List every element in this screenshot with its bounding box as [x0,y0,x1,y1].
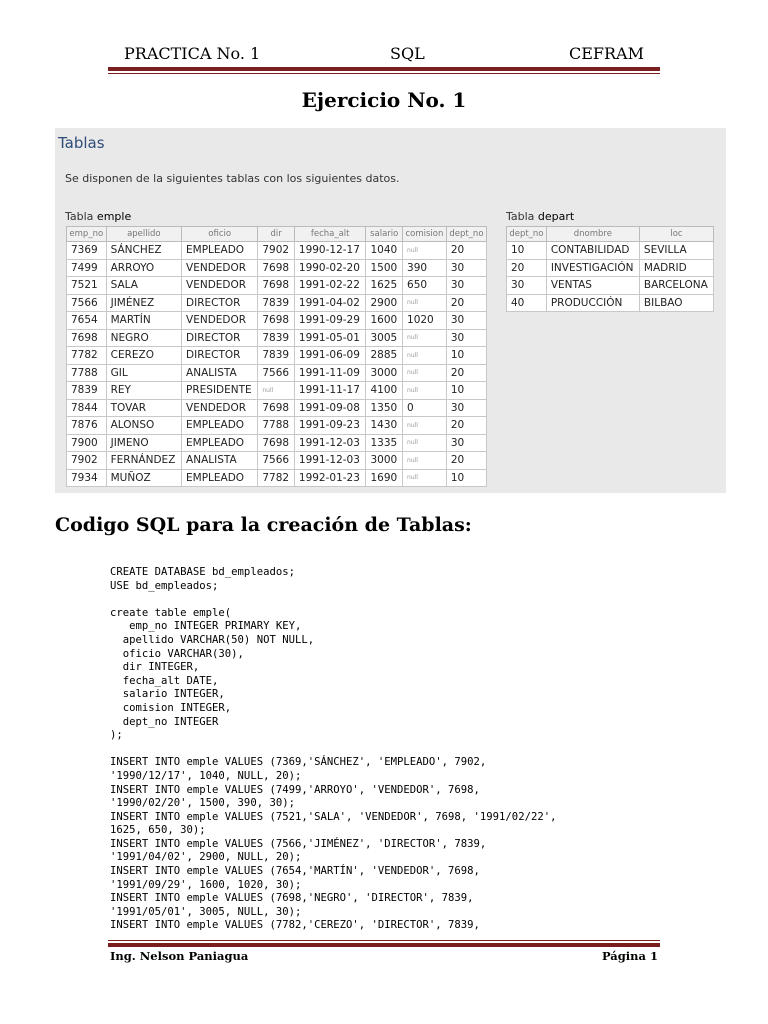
footer-page-number: Página 1 [601,949,658,963]
emple-cell: 1991-04-02 [294,294,366,312]
emple-cell: 0 [403,399,447,417]
emple-cell: 1991-05-01 [294,329,366,347]
emple-cell: 7902 [258,242,295,260]
emple-table-label [65,210,131,223]
emple-cell: DIRECTOR [182,329,258,347]
emple-cell: 4100 [366,382,403,400]
emple-cell: NEGRO [106,329,181,347]
emple-cell: CEREZO [106,347,181,365]
emple-cell: null [403,434,447,452]
depart-table [506,226,714,312]
emple-cell: REY [106,382,181,400]
emple-cell: EMPLEADO [182,434,258,452]
emple-cell: 7782 [258,469,295,487]
emple-column-header: fecha_alt [294,227,366,242]
emple-cell: 1990-02-20 [294,259,366,277]
depart-cell: BILBAO [639,294,713,312]
emple-cell: 10 [446,382,486,400]
header-practice-label: PRACTICA No. 1 [124,44,261,63]
emple-table-row [67,399,487,417]
emple-cell: 7902 [67,452,107,470]
emple-cell: 7698 [258,312,295,330]
emple-cell: 7698 [67,329,107,347]
depart-cell: SEVILLA [639,242,713,260]
emple-cell: GIL [106,364,181,382]
emple-cell: 30 [446,259,486,277]
emple-cell: 7698 [258,434,295,452]
emple-cell: 1335 [366,434,403,452]
emple-cell: 7900 [67,434,107,452]
depart-cell: 40 [507,294,547,312]
emple-cell: 20 [446,294,486,312]
emple-column-header: comision [403,227,447,242]
header-rule-thick [108,67,660,71]
emple-cell: 1625 [366,277,403,295]
emple-cell: 1991-11-17 [294,382,366,400]
emple-cell: 650 [403,277,447,295]
emple-cell: EMPLEADO [182,242,258,260]
emple-cell: 20 [446,364,486,382]
emple-cell: 7566 [258,452,295,470]
emple-cell: 1040 [366,242,403,260]
emple-cell: DIRECTOR [182,294,258,312]
emple-cell: 3000 [366,364,403,382]
emple-cell: 7839 [258,294,295,312]
emple-cell: 7876 [67,417,107,435]
emple-header-row [67,227,487,242]
depart-table-label [506,210,574,223]
footer-author: Ing. Nelson Paniagua [110,949,249,963]
emple-cell: 20 [446,417,486,435]
emple-cell: 1991-09-23 [294,417,366,435]
emple-column-header: salario [366,227,403,242]
emple-cell: EMPLEADO [182,417,258,435]
emple-cell: 1500 [366,259,403,277]
emple-cell: 2900 [366,294,403,312]
emple-cell: SÁNCHEZ [106,242,181,260]
footer-rule-thick [108,943,660,947]
emple-cell: 2885 [366,347,403,365]
emple-cell: ARROYO [106,259,181,277]
emple-cell: JIMÉNEZ [106,294,181,312]
depart-label-prefix: Tabla [506,210,538,223]
depart-table-row [507,277,714,295]
depart-table-row [507,294,714,312]
emple-cell: null [403,329,447,347]
emple-cell: 7782 [67,347,107,365]
emple-cell: SALA [106,277,181,295]
depart-label-name: depart [537,210,575,223]
depart-cell: PRODUCCIÓN [546,294,639,312]
depart-cell: INVESTIGACIÓN [546,259,639,277]
sql-heading: Codigo SQL para la creación de Tablas: [55,514,472,536]
sql-code-block: CREATE DATABASE bd_empleados; USE bd_empleados; create table emple( emp_no INTEGER PRIMARY KEY, apellido VARCHAR(50) NOT NULL, oficio VARCHAR(30), dir INTEGER, fecha_alt DATE, salario INTEGER, comision INTEGER, dept_no INTEGER ); INSERT INTO emple VALUES (7369,'SÁNCHEZ', 'EMPLEADO', 7902, '1990/12/17', 1040, NULL, 20); INSERT INTO emple VALUES (7499,'ARROYO', 'VENDEDOR', 7698, '1990/02/20', 1500, 390, 30); INSERT INTO emple VALUES (7521,'SALA', 'VENDEDOR', 7698, '1991/02/22', 1625, 650, 30); INSERT INTO emple VALUES (7566,'JIMÉNEZ', 'DIRECTOR', 7839, '1991/04/02', 2900, NULL, 20); INSERT INTO emple VALUES (7654,'MARTÍN', 'VENDEDOR', 7698, '1991/09/29', 1600, 1020, 30); INSERT INTO emple VALUES (7698,'NEGRO', 'DIRECTOR', 7839, '1991/05/01', 3005, NULL, 30); INSERT INTO emple VALUES (7782,'CEREZO', 'DIRECTOR', 7839, [110,566,557,932]
emple-cell: 10 [446,347,486,365]
emple-table-row [67,277,487,295]
depart-cell: CONTABILIDAD [546,242,639,260]
emple-cell: ANALISTA [182,364,258,382]
emple-cell: 7839 [258,329,295,347]
depart-column-header: dept_no [507,227,547,242]
emple-cell: 1991-11-09 [294,364,366,382]
emple-cell: FERNÁNDEZ [106,452,181,470]
emple-column-header: apellido [106,227,181,242]
emple-table-row [67,417,487,435]
emple-cell: JIMENO [106,434,181,452]
emple-cell: 1690 [366,469,403,487]
emple-column-header: dir [258,227,295,242]
depart-table-row [507,242,714,260]
emple-cell: 30 [446,399,486,417]
emple-cell: 1350 [366,399,403,417]
emple-cell: 1430 [366,417,403,435]
emple-cell: 7844 [67,399,107,417]
emple-cell: 3000 [366,452,403,470]
emple-label-prefix: Tabla [65,210,97,223]
emple-cell: MUÑOZ [106,469,181,487]
emple-cell: VENDEDOR [182,277,258,295]
emple-cell: 7839 [67,382,107,400]
emple-cell: 7934 [67,469,107,487]
emple-cell: 7566 [258,364,295,382]
emple-cell: 7698 [258,399,295,417]
emple-cell: PRESIDENTE [182,382,258,400]
depart-cell: MADRID [639,259,713,277]
depart-table-row [507,259,714,277]
emple-cell: 10 [446,469,486,487]
emple-cell: null [403,452,447,470]
page-header [108,40,660,70]
emple-cell: null [258,382,295,400]
emple-cell: 30 [446,277,486,295]
emple-cell: 1991-12-03 [294,434,366,452]
emple-cell: VENDEDOR [182,259,258,277]
emple-cell: 7521 [67,277,107,295]
depart-cell: 20 [507,259,547,277]
emple-cell: 1600 [366,312,403,330]
emple-cell: 7788 [67,364,107,382]
emple-cell: null [403,294,447,312]
emple-cell: 7788 [258,417,295,435]
emple-table-row [67,312,487,330]
emple-cell: DIRECTOR [182,347,258,365]
emple-cell: 1991-02-22 [294,277,366,295]
depart-cell: 10 [507,242,547,260]
emple-table-row [67,452,487,470]
emple-label-name: emple [96,210,132,223]
emple-cell: MARTÍN [106,312,181,330]
emple-cell: ANALISTA [182,452,258,470]
emple-cell: 1991-12-03 [294,452,366,470]
tables-panel [55,128,726,493]
emple-cell: null [403,347,447,365]
depart-cell: BARCELONA [639,277,713,295]
emple-cell: VENDEDOR [182,312,258,330]
emple-cell: 1991-09-29 [294,312,366,330]
emple-column-header: oficio [182,227,258,242]
emple-cell: 1990-12-17 [294,242,366,260]
exercise-title: Ejercicio No. 1 [301,88,467,112]
emple-cell: null [403,469,447,487]
emple-cell: 7566 [67,294,107,312]
emple-cell: 1020 [403,312,447,330]
footer-rule-thin [108,940,660,941]
emple-table-row [67,469,487,487]
emple-table [66,226,487,487]
emple-cell: 30 [446,434,486,452]
emple-cell: 1991-09-08 [294,399,366,417]
emple-cell: 20 [446,242,486,260]
depart-column-header: loc [639,227,713,242]
header-rule-thin [108,73,660,74]
emple-table-row [67,434,487,452]
depart-header-row [507,227,714,242]
emple-cell: 30 [446,329,486,347]
emple-cell: 1992-01-23 [294,469,366,487]
emple-table-row [67,329,487,347]
emple-cell: 1991-06-09 [294,347,366,365]
emple-cell: null [403,364,447,382]
depart-cell: VENTAS [546,277,639,295]
emple-cell: 7839 [258,347,295,365]
emple-cell: null [403,417,447,435]
emple-cell: 390 [403,259,447,277]
emple-column-header: dept_no [446,227,486,242]
emple-table-row [67,259,487,277]
emple-table-row [67,347,487,365]
emple-table-row [67,294,487,312]
emple-cell: 7369 [67,242,107,260]
emple-column-header: emp_no [67,227,107,242]
emple-cell: 20 [446,452,486,470]
emple-cell: null [403,382,447,400]
depart-cell: 30 [507,277,547,295]
emple-cell: ALONSO [106,417,181,435]
emple-table-row [67,242,487,260]
header-subject-label: SQL [390,44,425,63]
emple-cell: EMPLEADO [182,469,258,487]
emple-table-row [67,382,487,400]
emple-cell: 3005 [366,329,403,347]
header-institution-label: CEFRAM [568,44,644,63]
emple-cell: 7698 [258,277,295,295]
emple-cell: VENDEDOR [182,399,258,417]
emple-cell: 7654 [67,312,107,330]
emple-table-row [67,364,487,382]
tables-panel-title: Tablas [58,134,105,152]
depart-column-header: dnombre [546,227,639,242]
emple-cell: 7499 [67,259,107,277]
tables-panel-description: Se disponen de la siguientes tablas con los siguientes datos. [65,172,400,185]
emple-cell: null [403,242,447,260]
emple-cell: 30 [446,312,486,330]
emple-cell: TOVAR [106,399,181,417]
emple-cell: 7698 [258,259,295,277]
